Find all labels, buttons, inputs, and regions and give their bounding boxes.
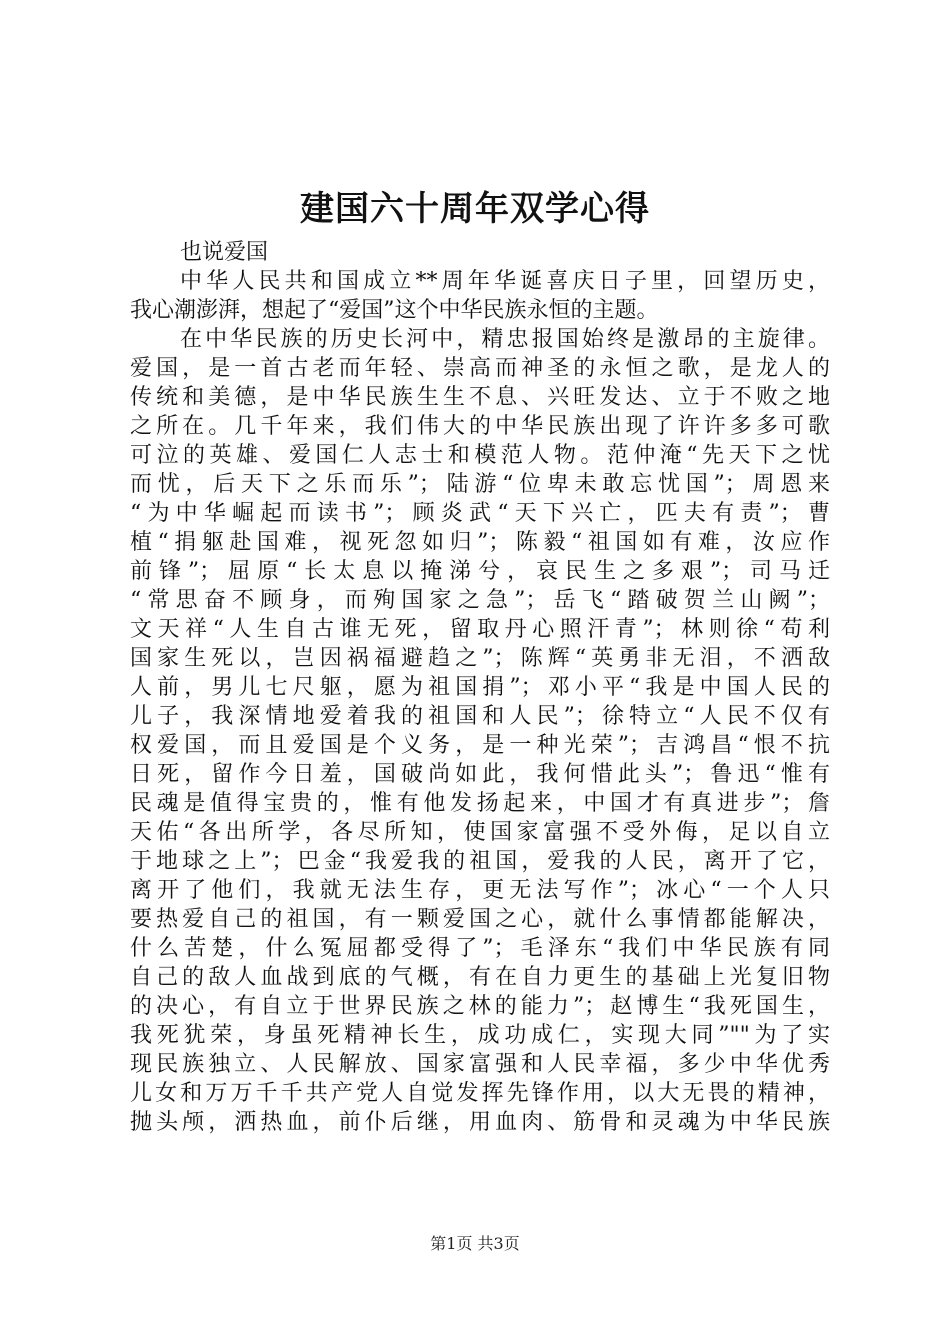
text-line: 在中华民族的历史长河中，精忠报国始终是激昂的主旋律。 (180, 327, 830, 352)
text-line: 儿子，我深情地爱着我的祖国和人民”；徐特立“人民不仅有 (130, 704, 830, 729)
text-line: 离开了他们，我就无法生存，更无法写作”；冰心“一个人只 (130, 878, 830, 903)
text-line: 于地球之上”；巴金“我爱我的祖国，爱我的人民，离开了它， (130, 849, 830, 874)
text-line: 国家生死以，岂因祸福避趋之”；陈辉“英勇非无泪，不洒敌 (130, 646, 830, 671)
text-line: 可泣的英雄、爱国仁人志士和模范人物。范仲淹“先天下之忧 (130, 443, 830, 468)
text-line: 中华人民共和国成立**周年华诞喜庆日子里，回望历史， (180, 269, 830, 294)
text-line: 人前，男儿七尺躯，愿为祖国捐”；邓小平“我是中国人民的 (130, 675, 830, 700)
text-line: 之所在。几千年来，我们伟大的中华民族出现了许许多多可歌 (130, 414, 830, 439)
text-line: 我死犹荣，身虽死精神长生，成功成仁，实现大同”""为了实 (130, 1023, 830, 1048)
text-line: “常思奋不顾身，而殉国家之急”；岳飞“踏破贺兰山阙”； (130, 588, 830, 613)
text-line: “为中华崛起而读书”；顾炎武“天下兴亡，匹夫有责”；曹 (130, 501, 830, 526)
text-line: 爱国，是一首古老而年轻、崇高而神圣的永恒之歌，是龙人的 (130, 356, 830, 381)
text-line: 前锋”；屈原“长太息以掩涕兮，哀民生之多艰”；司马迁 (130, 559, 830, 584)
text-line: 文天祥“人生自古谁无死，留取丹心照汗青”；林则徐“苟利 (130, 617, 830, 642)
text-line: 我心潮澎湃，想起了“爱国”这个中华民族永恒的主题。 (130, 298, 659, 323)
text-line: 儿女和万万千千共产党人自觉发挥先锋作用，以大无畏的精神， (130, 1081, 830, 1106)
text-line: 传统和美德，是中华民族生生不息、兴旺发达、立于不败之地 (130, 385, 830, 410)
text-line: 什么苦楚，什么冤屈都受得了”；毛泽东“我们中华民族有同 (130, 936, 830, 961)
text-line: 植“捐躯赴国难，视死忽如归”；陈毅“祖国如有难，汝应作 (130, 530, 830, 555)
text-line: 而忧，后天下之乐而乐”；陆游“位卑未敢忘忧国”；周恩来 (130, 472, 830, 497)
text-line: 的决心，有自立于世界民族之林的能力”；赵博生“我死国生， (130, 994, 830, 1019)
text-line: 权爱国，而且爱国是个义务，是一种光荣”；吉鸿昌“恨不抗 (130, 733, 830, 758)
page-footer: 第1页 共3页 (430, 1234, 520, 1253)
text-line: 现民族独立、人民解放、国家富强和人民幸福，多少中华优秀 (130, 1052, 830, 1077)
text-line: 自己的敌人血战到底的气概，有在自力更生的基础上光复旧物 (130, 965, 830, 990)
text-line: 民魂是值得宝贵的，惟有他发扬起来，中国才有真进步”；詹 (130, 791, 830, 816)
text-line: 也说爱国 (180, 240, 269, 265)
document-title: 建国六十周年双学心得 (300, 189, 650, 229)
document-body (130, 238, 830, 1137)
text-line: 要热爱自己的祖国，有一颗爱国之心，就什么事情都能解决， (130, 907, 830, 932)
text-line: 日死，留作今日羞，国破尚如此，我何惜此头”；鲁迅“惟有 (130, 762, 830, 787)
text-line: 天佑“各出所学，各尽所知，使国家富强不受外侮，足以自立 (130, 820, 830, 845)
text-line: 抛头颅，洒热血，前仆后继，用血肉、筋骨和灵魂为中华民族 (130, 1110, 830, 1135)
